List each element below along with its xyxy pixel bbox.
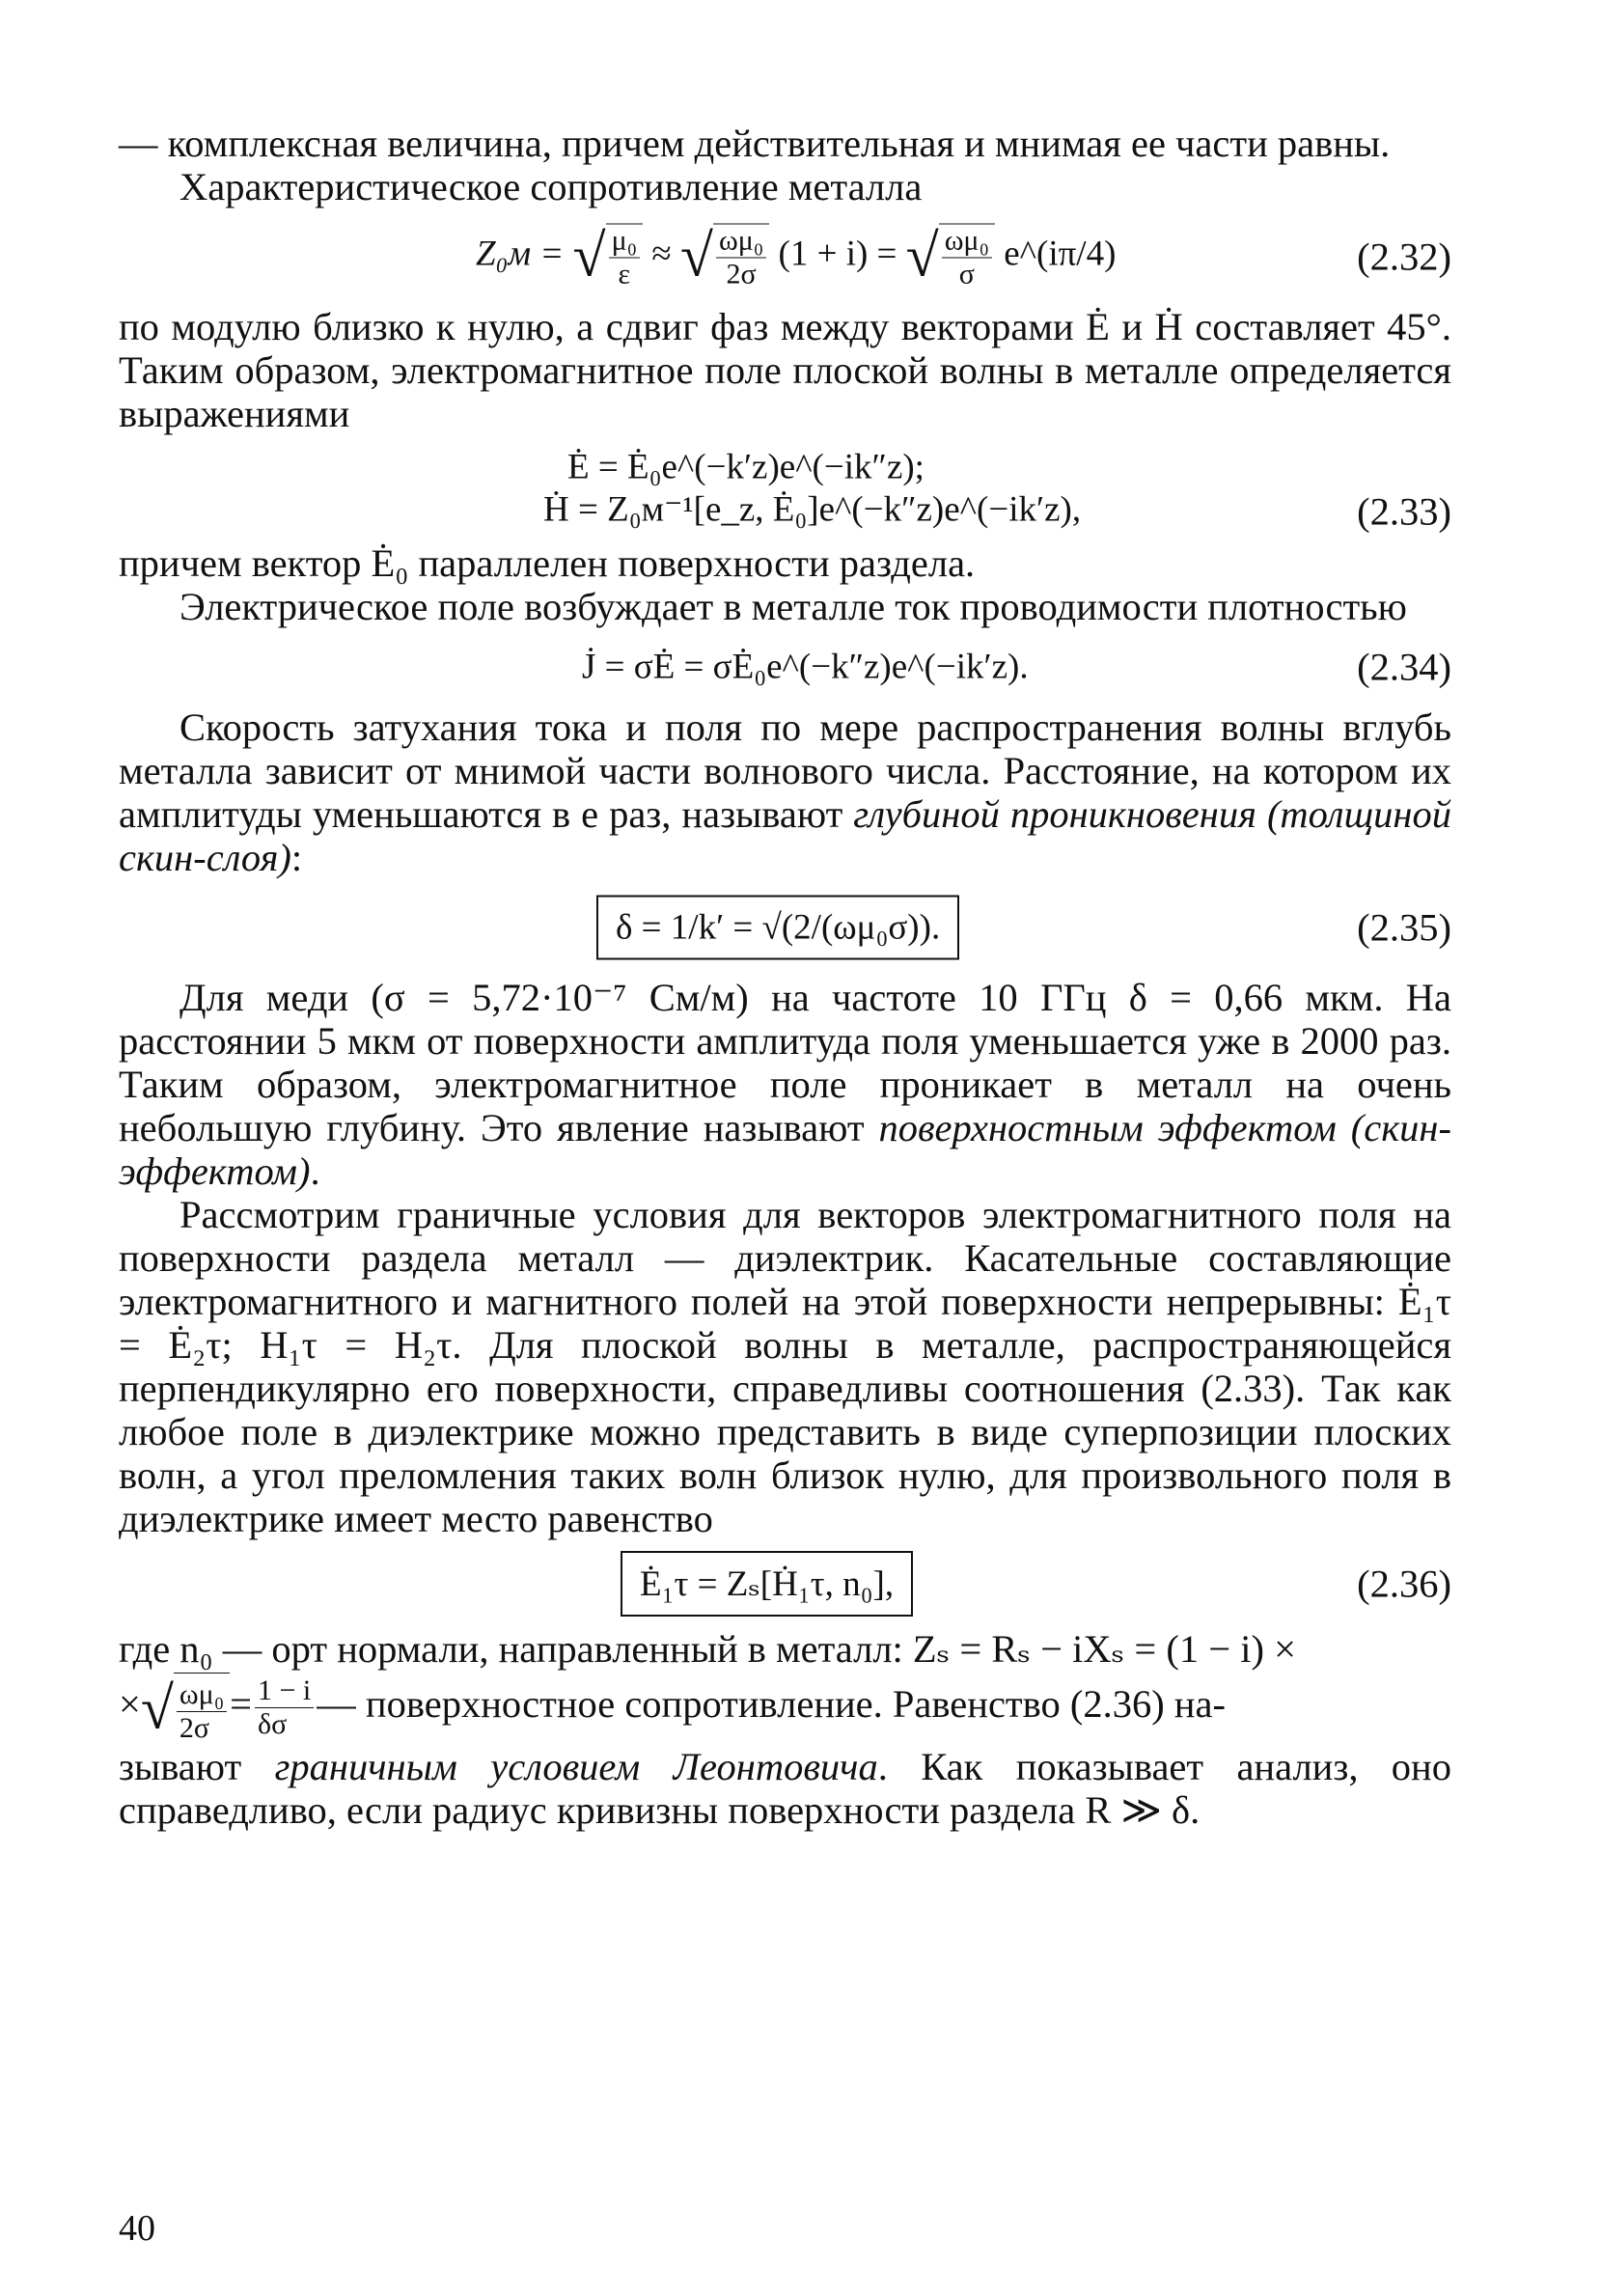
frac-den: ε	[618, 258, 631, 290]
frac-num: 1 − i	[255, 1674, 314, 1708]
sqrt-term-3: √ $\frac{\text{ωμ₀}}{\sigma}$	[906, 223, 995, 291]
equation-number-2-32: (2.32)	[1357, 235, 1451, 279]
paragraph-7	[119, 976, 1451, 1193]
equation-number-2-36: (2.36)	[1357, 1562, 1451, 1606]
paragraph-6-text: Скорость затухания тока и поля по мере распространения волны вглубь металла зависит от мнимой части волнового числа. Расстояние, на котором их амплитуды уменьшаются в e раз, называют	[119, 705, 1451, 836]
paragraph-9-line-2	[119, 1671, 1451, 1745]
term-skin-depth: глубиной проникновения (толщиной скин-слоя)	[119, 792, 1451, 879]
frac-num: ωμ₀	[177, 1678, 227, 1712]
equation-2-34-expr: J̇ = σĖ = σĖ₀e^(−k″z)e^(−ik′z).	[582, 647, 1029, 687]
eq-2-32-lhs: Z₀м =	[476, 234, 565, 274]
equation-number-2-34: (2.34)	[1357, 645, 1451, 689]
paragraph-9-rest	[119, 1745, 1451, 1832]
paragraph-2: Характеристическое сопротивление металла	[179, 165, 923, 208]
frac-den: σ	[958, 258, 975, 290]
equation-2-36	[119, 1540, 1451, 1627]
equation-2-35-box: δ = 1/k′ = √(2/(ωμ₀σ)).	[596, 896, 959, 960]
paragraph-6-end: :	[290, 836, 303, 879]
equation-number-2-33: (2.33)	[1357, 489, 1451, 534]
page-number: 40	[119, 2208, 155, 2249]
sqrt-term-1: √ $\frac{\text{μ₀}}{\varepsilon}$	[573, 223, 644, 291]
paragraph-9-line-2-tail: — поверхностное сопротивление. Равенство (2.36) на-	[317, 1682, 1226, 1726]
paragraph-8: Рассмотрим граничные условия для векторов электромагнитного поля на поверхности раздела металл — диэлектрик. Касательные составляющие электромагнитного и магнитного полей на этой поверхности непрерывны: Ė₁τ = Ė₂τ; H₁τ = H₂τ. Для плоской волны в металле, распространяющейся перпендикулярно его поверхности, справедливы соотношения (2.33). Так как любое поле в диэлектрике можно представить в виде суперпозиции плоских волн, а угол преломления таких волн близок нулю, для произвольного поля в диэлектрике имеет место равенство	[119, 1193, 1451, 1540]
equation-2-36-box: Ė₁τ = Zₛ[Ḣ₁τ, n₀],	[621, 1551, 913, 1617]
equation-2-32-expr	[476, 223, 1116, 291]
frac-den: 2σ	[179, 1711, 210, 1744]
paragraph-4: причем вектор Ė₀ параллелен поверхности раздела.	[119, 541, 976, 585]
paragraph-5: Электрическое поле возбуждает в металле ток проводимости плотностью	[179, 585, 1407, 628]
approx-sign: ≈	[651, 234, 672, 274]
equation-2-34	[119, 628, 1451, 705]
frac-num: ωμ₀	[716, 224, 766, 258]
inline-sqrt: √ $\frac{\text{ωμ₀}}{2\sigma}$	[141, 1672, 230, 1745]
frac-num: ωμ₀	[942, 224, 992, 258]
eq-2-32-mid: (1 + i) =	[778, 234, 897, 274]
paragraph-9-line-1: где n₀ — орт нормали, направленный в металл: Zₛ = Rₛ − iXₛ = (1 − i) ×	[119, 1627, 1296, 1671]
frac-den: 2σ	[726, 258, 757, 290]
frac-num: μ₀	[609, 224, 641, 258]
inline-frac	[255, 1674, 314, 1741]
equation-2-33	[119, 435, 1451, 541]
equation-2-35	[119, 879, 1451, 976]
paragraph-1: — комплексная величина, причем действительная и мнимая ее части равны.	[119, 122, 1391, 165]
equation-number-2-35: (2.35)	[1357, 905, 1451, 950]
paragraph-9-rest-end: . Как показывает анализ, оно справедливо, если радиус кривизны поверхности раздела R ≫ δ.	[119, 1744, 1451, 1832]
inline-times: ×	[119, 1682, 141, 1726]
term-leontovich: граничным условием Леонтовича	[274, 1744, 878, 1788]
inline-eq: =	[230, 1682, 253, 1726]
paragraph-9-rest-text: зывают	[119, 1744, 275, 1788]
sqrt-term-2: √ $\frac{\text{ωμ₀}}{2\sigma}$	[680, 223, 769, 291]
equation-2-32	[119, 208, 1451, 305]
paragraph-3: по модулю близко к нулю, а сдвиг фаз между векторами Ė и Ḣ составляет 45°. Таким образом, электромагнитное поле плоской волны в металле определяется выражениями	[119, 305, 1451, 435]
frac-den: δσ	[258, 1708, 288, 1741]
equation-2-33-expr	[543, 447, 1081, 531]
paragraph-7-text: Для меди (σ = 5,72·10⁻⁷ См/м) на частоте 10 ГГц δ = 0,66 мкм. На расстоянии 5 мкм от поверхности амплитуда поля уменьшается уже в 2000 раз. Таким образом, электромагнитное поле проникает в металл на очень небольшую глубину. Это явление называют	[119, 976, 1451, 1149]
paragraph-7-end: .	[310, 1149, 320, 1193]
term-skin-effect: поверхностным эффектом (скин-эффектом)	[119, 1106, 1451, 1193]
eq-2-33-line-2: Ḣ = Z₀м⁻¹[e_z, Ė₀]e^(−k″z)e^(−ik′z),	[543, 489, 1082, 530]
paragraph-6	[119, 705, 1451, 879]
eq-2-32-exp: e^(iπ/4)	[1004, 234, 1117, 274]
eq-2-33-line-1: Ė = Ė₀e^(−k′z)e^(−ik″z);	[567, 447, 925, 487]
